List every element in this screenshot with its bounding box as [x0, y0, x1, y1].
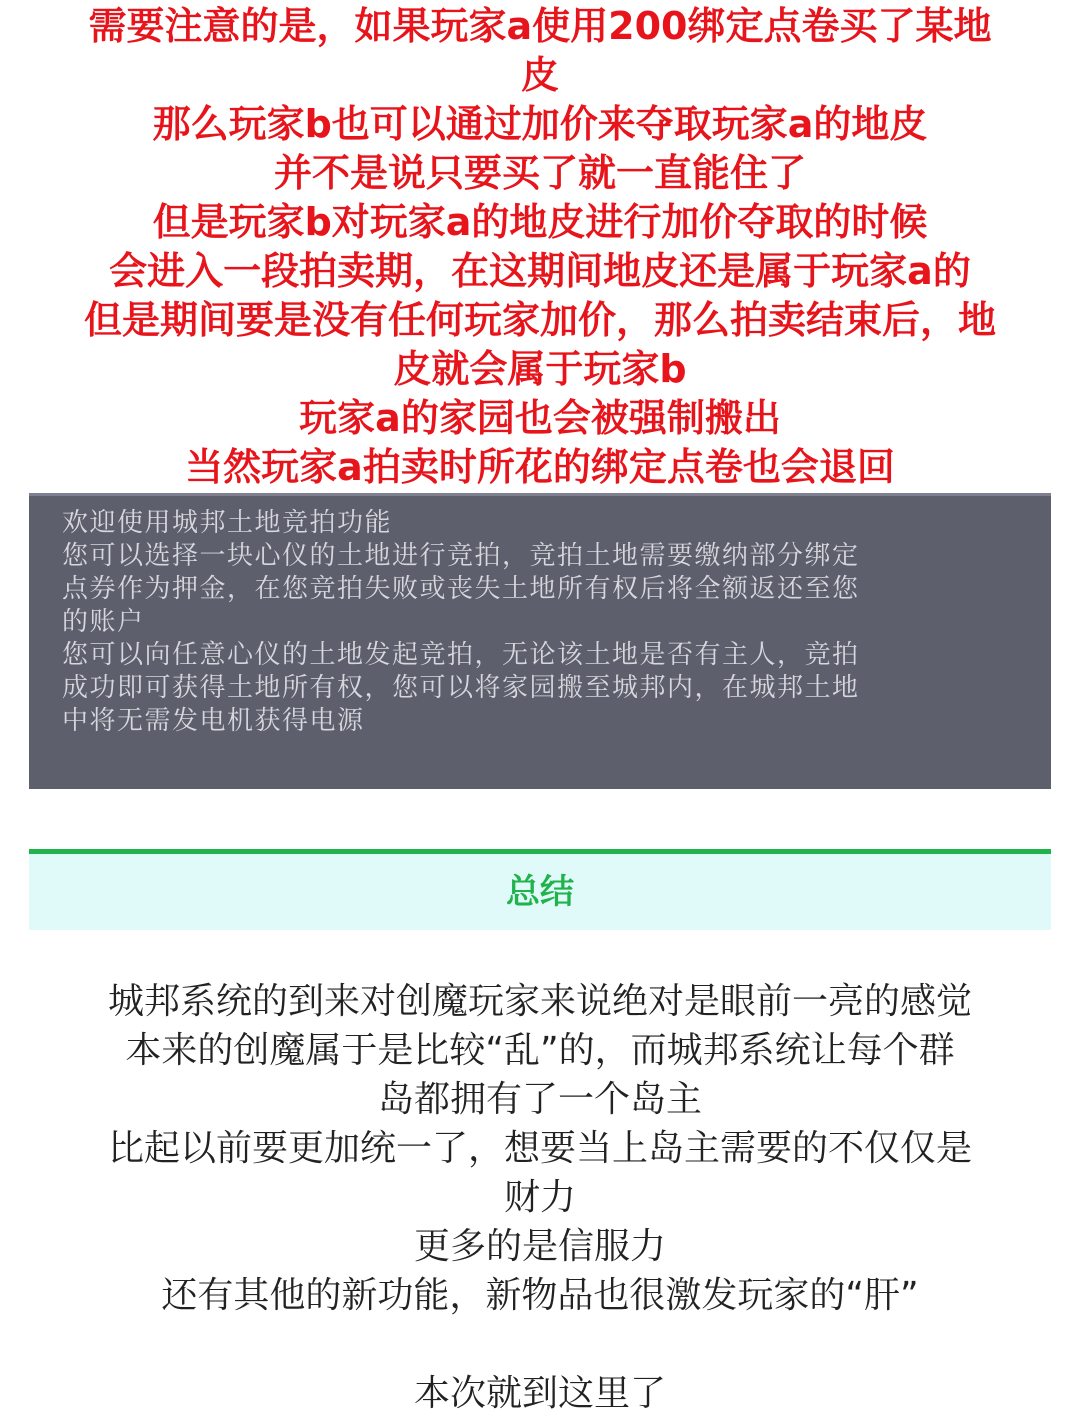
notice-line: 会进入一段拍卖期，在这期间地皮还是属于玩家a的 — [109, 249, 971, 293]
summary-closing-line: 本次就到这里了 — [413, 1373, 666, 1414]
panel-line: 成功即可获得土地所有权，您可以将家园搬至城邦内，在城邦土地 — [62, 673, 860, 703]
land-auction-description — [62, 507, 1047, 738]
notice-line: 但是期间要是没有任何玩家加价，那么拍卖结束后，地 — [83, 298, 996, 342]
notice-line: 皮 — [520, 53, 559, 97]
spacer — [20, 1320, 1060, 1369]
notice-line: 需要注意的是，如果玩家a使用200绑定点卷买了某地 — [88, 4, 992, 48]
notice-line: 当然玩家a拍卖时所花的绑定点卷也会退回 — [185, 445, 895, 489]
notice-line: 那么玩家b也可以通过加价来夺取玩家a的地皮 — [152, 102, 928, 146]
notice-line: 并不是说只要买了就一直能住了 — [273, 151, 806, 195]
summary-text-block — [20, 977, 1060, 1418]
notice-text-block — [20, 2, 1060, 492]
summary-line: 财力 — [503, 1177, 576, 1218]
panel-line: 您可以选择一块心仪的土地进行竞拍，竞拍土地需要缴纳部分绑定 — [62, 541, 860, 571]
notice-line: 玩家a的家园也会被强制搬出 — [299, 396, 781, 440]
panel-line: 欢迎使用城邦土地竞拍功能 — [62, 508, 393, 538]
game-screenshot-panel — [29, 493, 1051, 789]
panel-line: 点券作为押金，在您竞拍失败或丧失土地所有权后将全额返还至您 — [62, 574, 860, 604]
summary-line: 比起以前要更加统一了，想要当上岛主需要的不仅仅是 — [107, 1128, 972, 1169]
panel-line: 中将无需发电机获得电源 — [62, 706, 365, 736]
summary-line: 城邦系统的到来对创魔玩家来说绝对是眼前一亮的感觉 — [107, 981, 972, 1022]
notice-line: 但是玩家b对玩家a的地皮进行加价夺取的时候 — [152, 200, 928, 244]
summary-line: 更多的是信服力 — [413, 1226, 666, 1267]
summary-line: 本来的创魔属于是比较“乱”的，而城邦系统让每个群 — [125, 1030, 955, 1071]
panel-line: 您可以向任意心仪的土地发起竞拍，无论该土地是否有主人，竞拍 — [62, 640, 860, 670]
summary-line: 还有其他的新功能，新物品也很激发玩家的“肝” — [161, 1275, 919, 1316]
summary-line: 岛都拥有了一个岛主 — [377, 1079, 702, 1120]
notice-line: 皮就会属于玩家b — [393, 347, 687, 391]
summary-section-header — [29, 849, 1051, 930]
panel-line: 的账户 — [62, 607, 145, 637]
summary-title: 总结 — [506, 872, 574, 912]
